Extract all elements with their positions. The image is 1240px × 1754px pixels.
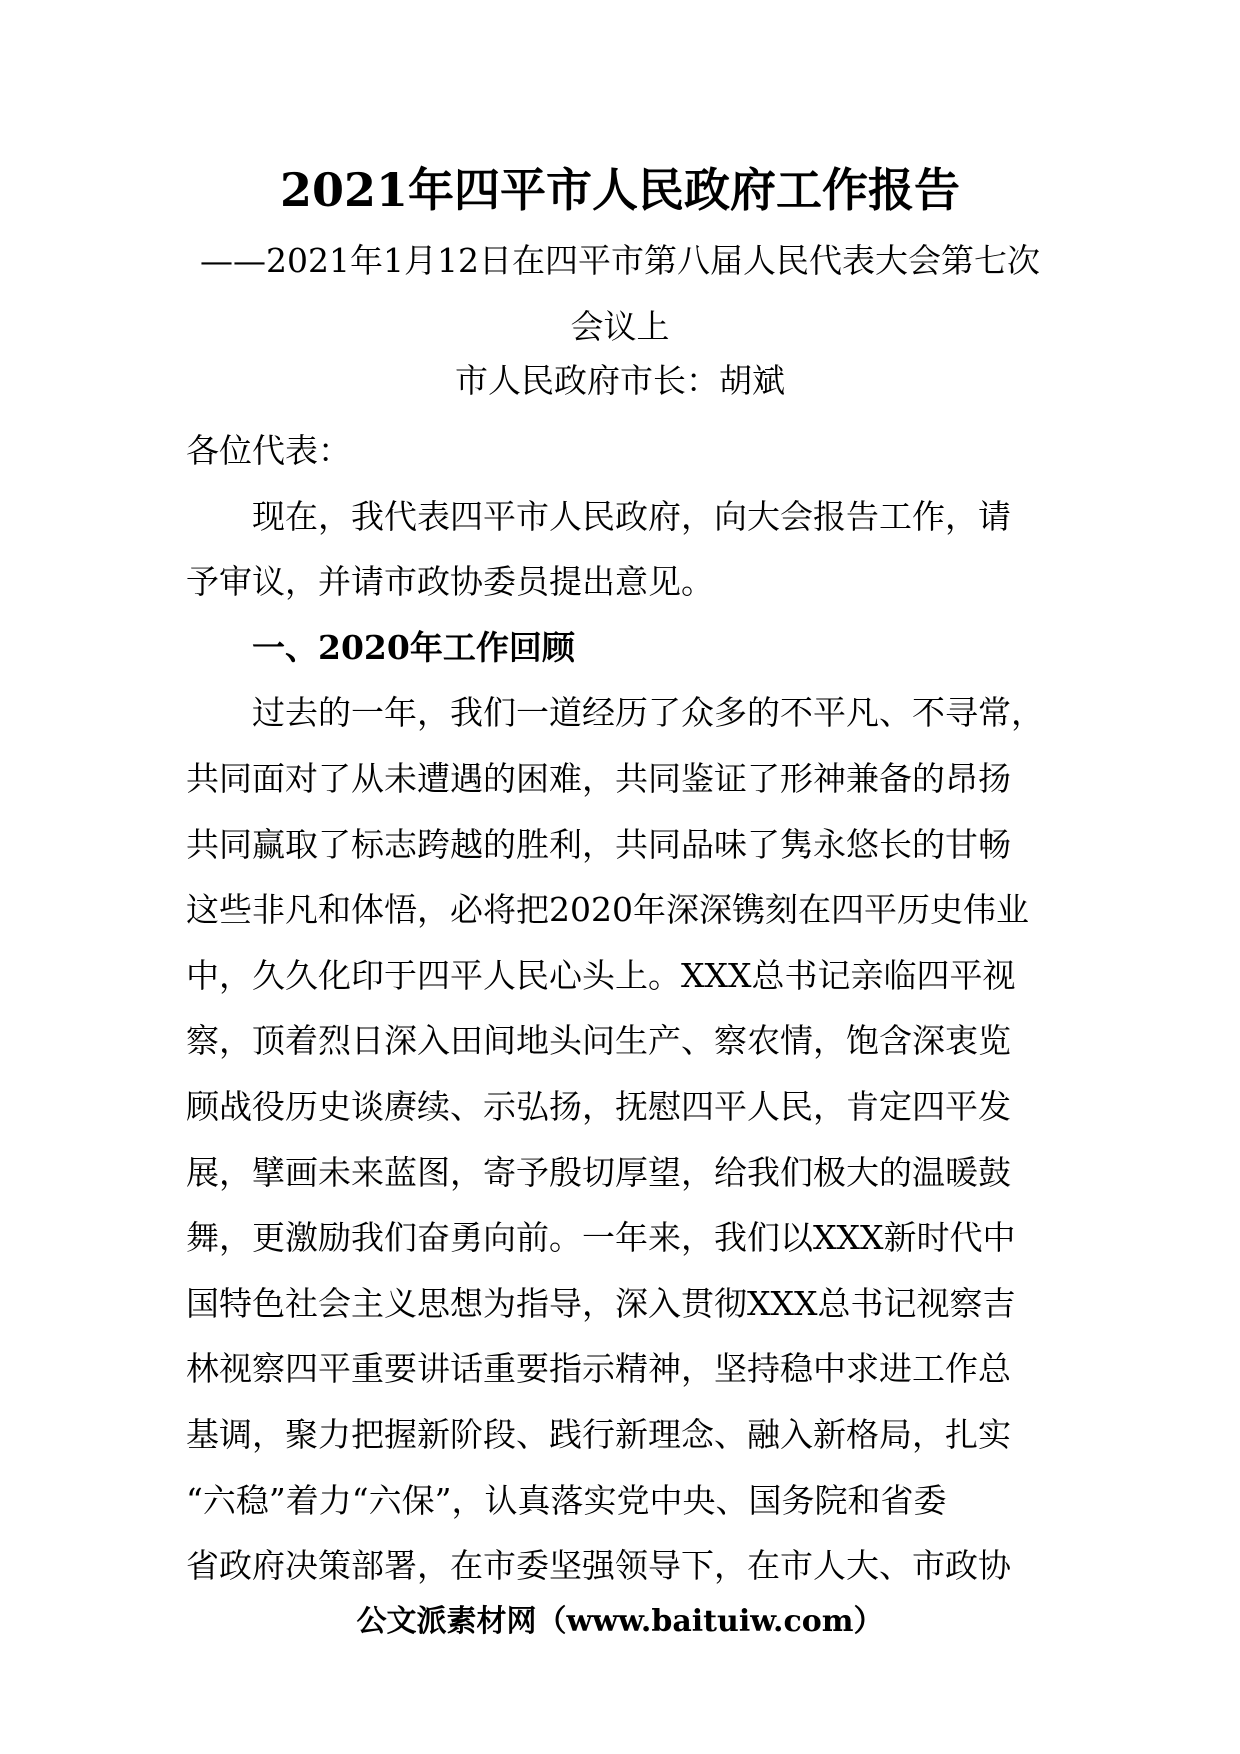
paragraph-line: 察，顶着烈日深入田间地头问生产、察农情，饱含深衷览 xyxy=(186,1021,1011,1061)
document-title: 2021年四平市人民政府工作报告 xyxy=(279,163,961,217)
paragraph-line: 国特色社会主义思想为指导，深入贯彻XXX总书记视察吉 xyxy=(186,1283,1016,1323)
paragraph-line: 共同面对了从未遭遇的困难，共同鉴证了形神兼备的昂扬 xyxy=(186,758,1011,798)
document-subtitle xyxy=(170,228,1070,359)
subtitle-line: 会议上 xyxy=(570,306,670,346)
paragraph-line: 予审议，并请市政协委员提出意见。 xyxy=(186,562,714,602)
paragraph-line: 共同赢取了标志跨越的胜利，共同品味了隽永悠长的甘畅 xyxy=(186,824,1011,864)
paragraph-line: 林视察四平重要讲话重要指示精神，坚持稳中求进工作总 xyxy=(186,1349,1011,1389)
paragraph-line: 省政府决策部署，在市委坚强领导下，在市人大、市政协 xyxy=(186,1546,1011,1586)
paragraph-line: 中，久久化印于四平人民心头上。XXX总书记亲临四平视 xyxy=(186,955,1016,995)
author-line: 市人民政府市长：胡斌 xyxy=(455,361,785,400)
paragraph-line: 展，擘画未来蓝图，寄予殷切厚望，给我们极大的温暖鼓 xyxy=(186,1152,1011,1192)
paragraph-line: 过去的一年，我们一道经历了众多的不平凡、不寻常， xyxy=(252,693,1044,733)
salutation: 各位代表： xyxy=(186,431,351,470)
paragraph-line: 这些非凡和体悟，必将把2020年深深镌刻在四平历史伟业 xyxy=(186,890,1029,930)
section-heading: 一、2020年工作回顾 xyxy=(252,627,575,667)
paragraph-line: 基调，聚力把握新阶段、践行新理念、融入新格局，扎实 xyxy=(186,1414,1011,1454)
source-footer: 公文派素材网（www.baituiw.com） xyxy=(356,1604,884,1639)
paragraph-line: 现在，我代表四平市人民政府，向大会报告工作，请 xyxy=(252,496,1011,536)
paragraph-line: 顾战役历史谈赓续、示弘扬，抚慰四平人民，肯定四平发 xyxy=(186,1086,1011,1126)
paragraph-line: “六稳”着力“六保”，认真落实党中央、国务院和省委 xyxy=(186,1480,947,1520)
document-body xyxy=(186,418,1086,1599)
paragraph-line: 舞，更激励我们奋勇向前。一年来，我们以XXX新时代中 xyxy=(186,1218,1016,1258)
subtitle-line: ——2021年1月12日在四平市第八届人民代表大会第七次 xyxy=(200,241,1040,280)
